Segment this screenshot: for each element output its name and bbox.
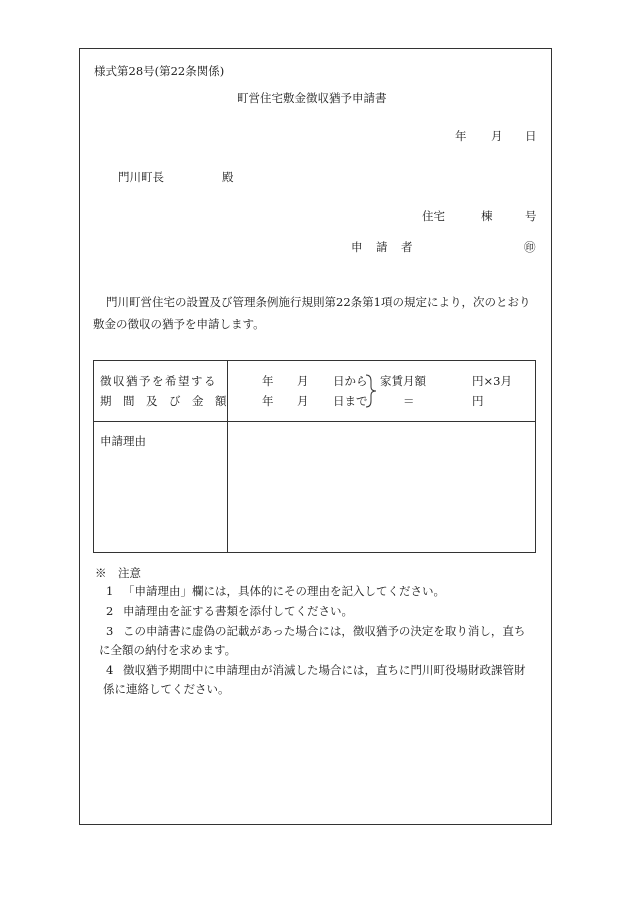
note-text: 申請理由を証する書類を添付してください。: [123, 604, 353, 618]
applicant-housing: 住宅: [422, 209, 445, 223]
addressee-honorific: 殿: [222, 170, 234, 184]
applicant-number: 号: [525, 209, 537, 223]
to-year: 年: [262, 394, 274, 408]
note-text: 徴収猶予期間中に申請理由が消滅した場合には，直ちに門川町役場財政課管財: [123, 663, 526, 677]
note-text: この申請書に虚偽の記載があった場合には，徴収猶予の決定を取り消し，直ち: [123, 624, 526, 638]
to-month: 月: [297, 394, 309, 408]
note-number: 4: [106, 663, 114, 677]
from-year: 年: [262, 374, 274, 388]
reason-label: 申請理由: [100, 434, 146, 448]
to-day: 日まで: [333, 394, 368, 408]
period-label-line2: 期 間 及 び 金 額: [100, 394, 227, 408]
total-yen: 円: [472, 394, 484, 408]
note-text-continued: に全額の納付を求めます。: [99, 643, 237, 657]
body-text-line1: 門川町営住宅の設置及び管理条例施行規則第22条第1項の規定により，次のとおり: [106, 295, 531, 309]
note-text-continued: 係に連絡してください。: [103, 682, 230, 696]
rent-multiplier: 円×3月: [472, 374, 512, 388]
body-text-line2: 敷金の徴収の猶予を申請します。: [93, 317, 265, 331]
applicant-building: 棟: [481, 209, 493, 223]
from-month: 月: [297, 374, 309, 388]
note-number: 1: [106, 584, 114, 598]
applicant-label: 申 請 者: [351, 240, 414, 254]
addressee-mayor: 門川町長: [118, 170, 164, 184]
note-text: 「申請理由」欄には，具体的にその理由を記入してください。: [123, 584, 445, 598]
note-number: 3: [106, 624, 114, 638]
notes-heading: ※ 注意: [95, 566, 141, 580]
from-day: 日から: [333, 374, 368, 388]
rent-label: 家賃月額: [380, 374, 426, 388]
form-title: 町営住宅敷金徴収猶予申請書: [237, 91, 387, 105]
equals-sign: ＝: [403, 394, 415, 408]
reason-input-area[interactable]: [227, 421, 535, 552]
date-month: 月: [491, 129, 503, 143]
form-number: 様式第28号(第22条関係): [94, 64, 225, 78]
date-day: 日: [525, 129, 537, 143]
brace-icon: [365, 374, 377, 408]
seal-mark: ㊞: [524, 240, 536, 254]
note-number: 2: [106, 604, 114, 618]
date-year: 年: [455, 129, 467, 143]
period-label-line1: 徴収猶予を希望する: [100, 374, 217, 388]
